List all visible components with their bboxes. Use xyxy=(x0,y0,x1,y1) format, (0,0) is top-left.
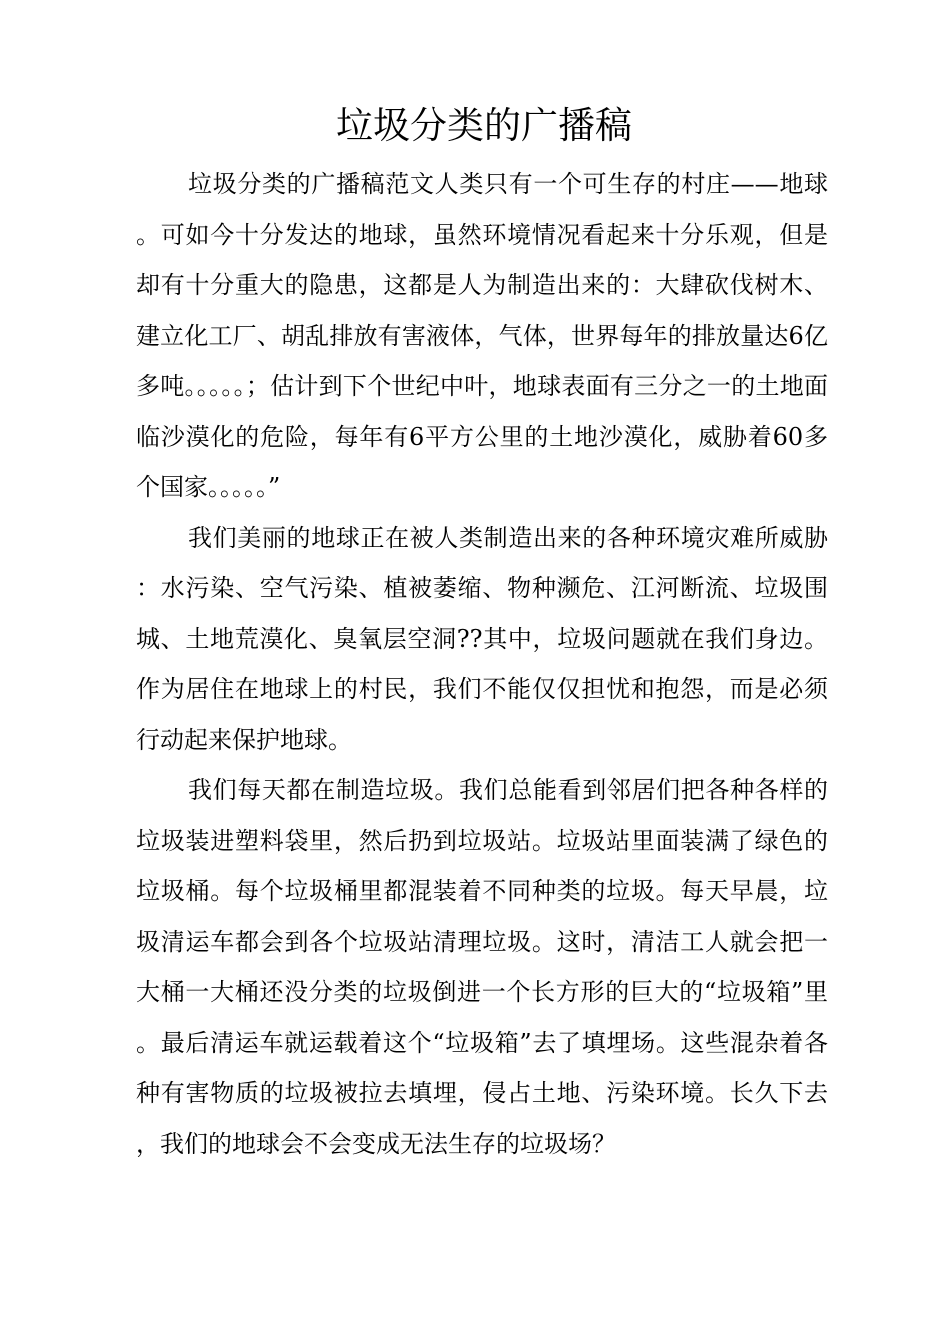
paragraph-1: 垃圾分类的广播稿范文人类只有一个可生存的村庄——地球。可如今十分发达的地球，虽然环境情况看起来十分乐观，但是却有十分重大的隐患，这都是人为制造出来的：大肆砍伐树木、建立化工厂、胡乱排放有害液体，气体，世界每年的排放量达6亿多吨。。。。。；估计到下个世纪中叶，地球表面有三分之一的土地面临沙漠化的危险，每年有6平方公里的土地沙漠化，威胁着60多个国家。。。。。” xyxy=(136,170,828,501)
document-title: 垃圾分类的广播稿 xyxy=(336,104,632,147)
paragraph-2: 我们美丽的地球正在被人类制造出来的各种环境灾难所威胁：水污染、空气污染、植被萎缩、物种濒危、江河断流、垃圾围城、土地荒漠化、臭氧层空洞??其中，垃圾问题就在我们身边。作为居住在地球上的村民，我们不能仅仅担忧和抱怨，而是必须行动起来保护地球。 xyxy=(136,523,828,754)
paragraph-3: 我们每天都在制造垃圾。我们总能看到邻居们把各种各样的垃圾装进塑料袋里，然后扔到垃圾站。垃圾站里面装满了绿色的垃圾桶。每个垃圾桶里都混装着不同种类的垃圾。每天早晨，垃圾清运车都会到各个垃圾站清理垃圾。这时，清洁工人就会把一大桶一大桶还没分类的垃圾倒进一个长方形的巨大的“垃圾箱”里。最后清运车就运载着这个“垃圾箱”去了填埋场。这些混杂着各种有害物质的垃圾被拉去填埋，侵占土地、污染环境。长久下去，我们的地球会不会变成无法生存的垃圾场？ xyxy=(136,776,828,1158)
document-body xyxy=(136,159,828,1169)
